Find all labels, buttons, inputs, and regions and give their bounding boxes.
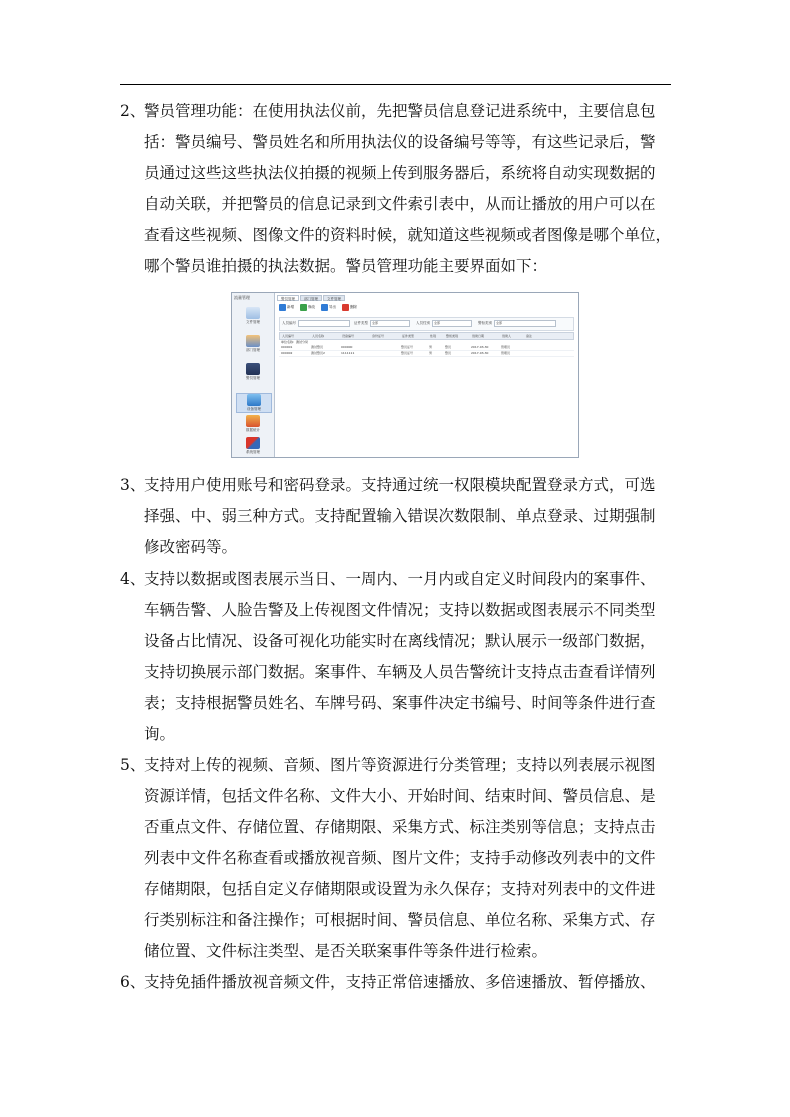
text-line: 括：警员编号、警员姓名和所用执法仪的设备编号等等，有这些记录后，警 xyxy=(144,133,656,151)
nav-device-management: 设备管理 xyxy=(236,393,272,413)
item-number: 6、 xyxy=(120,973,146,991)
sidebar-title: 流量管理 xyxy=(234,295,250,300)
nav-system-management: 系统管理 xyxy=(236,437,270,455)
text-line: 行类别标注和备注操作；可根据时间、警员信息、单位名称、采集方式、存 xyxy=(144,911,656,929)
tab-department: 部门管理 xyxy=(300,295,322,301)
text-line: 修改密码等。 xyxy=(144,538,238,556)
screenshot-filters: 人员编号 证件类型 全部 人员性别 全部 警衔类别 全部 xyxy=(279,317,574,331)
table-row: 000002 测试警员2 1111111 警员证号 男 警员 2017-03-30 管理员 xyxy=(279,351,574,357)
filter-box xyxy=(298,320,350,327)
text-line: 列表中文件名称查看或播放视音频、图片文件；支持手动修改列表中的文件 xyxy=(144,849,656,867)
screenshot-table xyxy=(279,332,574,357)
table-row: 000001 测试警员 000000 警员证号 男 警员 2017-03-30 管理员 xyxy=(279,345,574,351)
police-icon xyxy=(246,363,260,375)
text-line: 表；支持根据警员姓名、车牌号码、案事件决定书编号、时间等条件进行查 xyxy=(144,694,656,712)
item-number: 5、 xyxy=(120,756,146,774)
text-line: 哪个警员谁拍摄的执法数据。警员管理功能主要界面如下： xyxy=(144,257,548,275)
item-text xyxy=(144,750,678,967)
screenshot-tabs xyxy=(277,295,345,301)
nav-file-management: 文件管理 xyxy=(236,307,270,325)
tab-police: 警员管理 xyxy=(277,295,299,301)
text-line: 支持切换展示部门数据。案事件、车辆及人员告警统计支持点击查看详情列 xyxy=(144,663,656,681)
filter-box: 全部 xyxy=(494,320,556,327)
tab-file: 文件管理 xyxy=(323,295,345,301)
police-management-screenshot xyxy=(231,292,579,458)
screenshot-toolbar xyxy=(279,304,357,311)
statistics-icon xyxy=(246,415,260,427)
department-icon xyxy=(246,335,260,347)
item-text xyxy=(144,967,678,998)
device-icon xyxy=(247,394,261,406)
item-number: 2、 xyxy=(120,102,146,120)
nav-police-management: 警员管理 xyxy=(236,363,270,381)
text-line: 储位置、文件标注类型、是否关联案事件等条件进行检索。 xyxy=(144,942,548,960)
file-icon xyxy=(246,307,260,319)
item-number: 4、 xyxy=(120,570,146,588)
text-line: 员通过这些这些执法仪拍摄的视频上传到服务器后，系统将自动实现数据的 xyxy=(144,164,656,182)
text-line: 查看这些视频、图像文件的资料时候，就知道这些视频或者图像是哪个单位， xyxy=(144,226,672,244)
text-line: 支持用户使用账号和密码登录。支持通过统一权限模块配置登录方式，可选 xyxy=(144,476,656,494)
text-line: 资源详情，包括文件名称、文件大小、开始时间、结束时间、警员信息、是 xyxy=(144,787,656,805)
edit-tool: 修改 xyxy=(300,304,315,311)
delete-icon xyxy=(342,304,349,311)
screenshot-sidebar xyxy=(232,293,275,457)
filter-box: 全部 xyxy=(432,320,472,327)
edit-icon xyxy=(300,304,307,311)
text-line: 车辆告警、人脸告警及上传视图文件情况；支持以数据或图表展示不同类型 xyxy=(144,601,656,619)
add-icon xyxy=(279,304,286,311)
delete-tool: 删除 xyxy=(342,304,357,311)
text-line: 警员管理功能：在使用执法仪前，先把警员信息登记进系统中，主要信息包 xyxy=(144,102,656,120)
add-tool: 新增 xyxy=(279,304,294,311)
table-header: 人员编号 人员名称 设备编号 身份证号 证件类型 性别 警衔类别 创建日期 创建人 备注 xyxy=(279,332,574,340)
header-rule xyxy=(120,84,671,85)
filter-box: 全部 xyxy=(370,320,410,327)
text-line: 择强、中、弱三种方式。支持配置输入错误次数限制、单点登录、过期强制 xyxy=(144,507,656,525)
export-icon xyxy=(321,304,328,311)
text-line: 支持免插件播放视音频文件，支持正常倍速播放、多倍速播放、暂停播放、 xyxy=(144,973,656,991)
text-line: 存储期限，包括自定义存储期限或设置为永久保存；支持对列表中的文件进 xyxy=(144,880,656,898)
item-number: 3、 xyxy=(120,476,146,494)
text-line: 否重点文件、存储位置、存储期限、采集方式、标注类别等信息；支持点击 xyxy=(144,818,656,836)
item-text xyxy=(144,564,678,750)
screenshot-main xyxy=(275,293,578,457)
table-group: 单位名称：测试分局 xyxy=(281,340,309,344)
item-text xyxy=(144,470,678,563)
text-line: 支持对上传的视频、音频、图片等资源进行分类管理；支持以列表展示视图 xyxy=(144,756,656,774)
text-line: 设备占比情况、设备可视化功能实时在离线情况；默认展示一级部门数据， xyxy=(144,632,656,650)
tools-icon xyxy=(246,437,260,449)
text-line: 询。 xyxy=(144,725,176,743)
export-tool: 导出 xyxy=(321,304,336,311)
text-line: 支持以数据或图表展示当日、一周内、一月内或自定义时间段内的案事件、 xyxy=(144,570,656,588)
nav-department-management: 部门管理 xyxy=(236,335,270,353)
text-line: 自动关联，并把警员的信息记录到文件索引表中，从而让播放的用户可以在 xyxy=(144,195,656,213)
nav-statistics: 数据统计 xyxy=(236,415,270,433)
item-text xyxy=(144,96,678,282)
